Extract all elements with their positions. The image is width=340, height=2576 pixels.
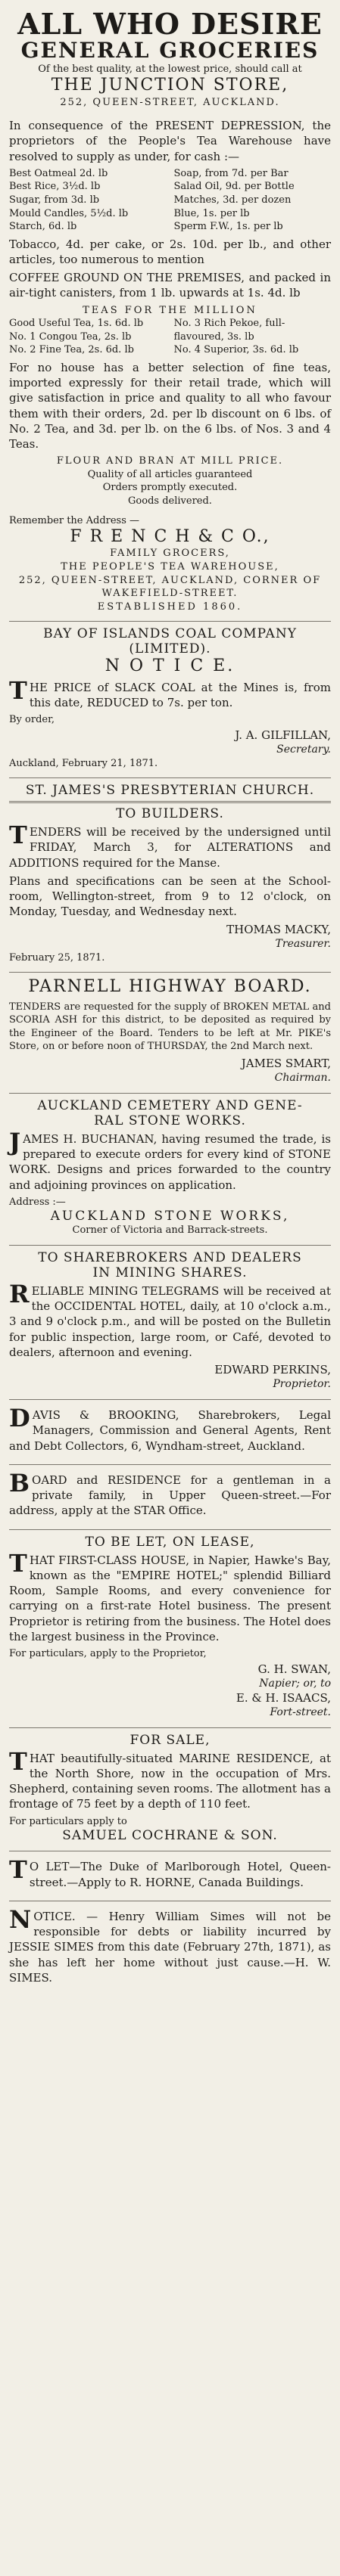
address-name: AUCKLAND STONE WORKS,	[50, 1209, 290, 1224]
list-item: Best Rice, 3½d. lb	[9, 181, 101, 193]
advert-heading: RAL STONE WORKS.	[94, 1113, 246, 1128]
list-item: Soap, from 7d. per Bar	[173, 167, 289, 179]
list-item: Good Useful Tea, 1s. 6d. lb	[9, 318, 144, 330]
advert-heading: IN MINING SHARES.	[92, 1265, 248, 1280]
paragraph: TENDERS will be received by the undersigned until FRIDAY, March 3, for ALTERATIONS and ADDITIONS required for the Manse.	[9, 821, 331, 870]
advert-heading: TO SHAREBROKERS AND DEALERS	[38, 1249, 302, 1265]
price-list-right	[174, 167, 332, 234]
signature: J. A. GILFILLAN,	[235, 728, 331, 742]
mining-advert	[9, 1246, 331, 1400]
paragraph: TO LET—The Duke of Marlborough Hotel, Queen-street.—Apply to R. HORNE, Canada Buildings.	[9, 1855, 331, 1889]
paragraph: THAT beautifully-situated MARINE RESIDENCE, at the North Shore, now in the occupation of Mrs. Shepherd, containing seven rooms. The allotment has a frontage of 75 feet by a depth of 110 feet.	[9, 1746, 331, 1811]
grocer-advert	[9, 5, 331, 622]
quality-line: Quality of all articles guaranteed	[87, 468, 253, 480]
tea-list	[9, 317, 331, 357]
by-order: By order,	[9, 714, 55, 726]
sale-advert	[9, 1728, 331, 1852]
cemetery-advert	[9, 1094, 331, 1246]
orders-line: Orders promptly executed.	[102, 482, 238, 494]
store-address: 252, QUEEN-STREET, AUCKLAND.	[60, 96, 280, 108]
list-item: Sperm F.W., 1s. per lb	[173, 221, 283, 233]
advert-heading: (LIMITED).	[129, 641, 211, 657]
tea-list-right	[174, 317, 332, 357]
firm-subtitle: FAMILY GROCERS,	[110, 548, 230, 560]
signature-location: Fort-street.	[270, 1705, 331, 1718]
list-item: No. 4 Superior, 3s. 6d. lb	[173, 344, 299, 356]
teas-heading: TEAS FOR THE MILLION	[83, 304, 257, 316]
advert-heading: PARNELL HIGHWAY BOARD.	[28, 977, 312, 997]
signature: EDWARD PERKINS,	[214, 1363, 331, 1377]
price-list-left	[9, 167, 167, 234]
store-name: THE JUNCTION STORE,	[51, 76, 289, 95]
signature-role: Treasurer.	[275, 937, 331, 950]
advert-heading: AUCKLAND CEMETERY AND GENE-	[37, 1097, 303, 1113]
list-item: Starch, 6d. lb	[9, 221, 77, 233]
tea-list-left	[9, 317, 167, 357]
list-item: Matches, 3d. per dozen	[173, 194, 292, 206]
simes-advert	[9, 1901, 331, 1996]
paragraph: JAMES H. BUCHANAN, having resumed the trade, is prepared to execute orders for every kind of STONE WORK. Designs and prices forwarded to the country and adjoining provinces on application.	[9, 1127, 331, 1192]
established-line: ESTABLISHED 1860.	[97, 601, 243, 613]
signature-role: Chairman.	[274, 1071, 331, 1084]
paragraph: BOARD and RESIDENCE for a gentleman in a private family, in Upper Queen-street.—For address, apply at the STAR Office.	[9, 1468, 331, 1518]
date-line: Auckland, February 21, 1871.	[9, 757, 158, 769]
flour-line: FLOUR AND BRAN AT MILL PRICE.	[56, 455, 284, 467]
apply-line: For particulars, apply to the Proprietor,	[9, 1648, 207, 1660]
paragraph: In consequence of the PRESENT DEPRESSION, the proprietors of the People's Tea Warehouse have resolved to supply as under, for cash :—	[9, 119, 331, 163]
board-advert	[9, 1465, 331, 1530]
paragraph: RELIABLE MINING TELEGRAMS will be received at the OCCIDENTAL HOTEL, daily, at 10 o'clock a.m., 3 and 9 o'clock p.m., and will be posted on the Bulletin for public inspection, large room, or Café, devoted to dealers, afternoon and evening.	[9, 1279, 331, 1359]
paragraph: COFFEE GROUND ON THE PREMISES, and packed in air-tight canisters, from 1 lb. upwards at 1s. 4d. lb	[9, 271, 331, 300]
tolet-advert	[9, 1851, 331, 1901]
paragraph: THAT FIRST-CLASS HOUSE, in Napier, Hawke's Bay, known as the "EMPIRE HOTEL;" splendid Billiard Room, Sample Rooms, and every convenience for carrying on a first-rate Hotel business. The present Proprietor is retiring from the business. The Hotel does the largest business in the Province.	[9, 1548, 331, 1643]
advert-heading: BAY OF ISLANDS COAL COMPANY	[43, 626, 297, 642]
davis-advert	[9, 1400, 331, 1465]
paragraph: Tobacco, 4d. per cake, or 2s. 10d. per lb., and other articles, too numerous to mention	[9, 237, 331, 266]
firm-address-2: WAKEFIELD-STREET.	[101, 588, 239, 600]
lease-advert	[9, 1530, 331, 1728]
list-item: Mould Candles, 5½d. lb	[9, 207, 129, 219]
address-label: Address :—	[9, 1196, 66, 1208]
headline: ALL WHO DESIRE	[17, 7, 323, 41]
list-item: No. 3 Rich Pekoe, full-flavoured, 3s. lb	[173, 318, 285, 343]
signature-location: Napier; or, to	[259, 1677, 331, 1690]
price-list	[9, 167, 331, 234]
list-item: Salad Oil, 9d. per Bottle	[173, 181, 295, 193]
signature: SAMUEL COCHRANE & SON.	[62, 1828, 278, 1844]
paragraph: DAVIS & BROOKING, Sharebrokers, Legal Managers, Commission and General Agents, Rent and Debt Collectors, 6, Wyndham-street, Auckland.	[9, 1404, 331, 1453]
signature: G. H. SWAN,	[257, 1662, 331, 1676]
remember-line: Remember the Address —	[9, 514, 140, 526]
advert-heading: FOR SALE,	[129, 1732, 211, 1748]
paragraph: For no house has a better selection of fine teas, imported expressly for their retail trade, which will give satisfaction in price and quality to all who favour them with their orders, 2d. per lb discount on 6 lbs. of No. 2 Tea, and 3d. per lb. on the 6 lbs. of Nos. 3 and 4 Teas.	[9, 360, 331, 452]
firm-name: F R E N C H & C O.,	[70, 527, 270, 547]
advert-heading: ST. JAMES'S PRESBYTERIAN CHURCH.	[25, 783, 315, 799]
apply-line: For particulars apply to	[9, 1815, 127, 1827]
signature-role: Proprietor.	[273, 1378, 331, 1391]
paragraph: THE PRICE of SLACK COAL at the Mines is, from this date, REDUCED to 7s. per ton.	[9, 675, 331, 709]
list-item: Best Oatmeal 2d. lb	[9, 167, 108, 179]
advert-heading: TO BE LET, ON LEASE,	[85, 1534, 255, 1550]
signature-role: Secretary.	[276, 743, 331, 756]
firm-address: 252, QUEEN-STREET, AUCKLAND, CORNER OF	[18, 574, 322, 586]
paragraph: NOTICE. — Henry William Simes will not be responsible for debts or liability incurred by JESSIE SIMES from this date (February 27th, 1871), as she has left her home without just cause.—H. W. SIMES.	[9, 1904, 331, 1985]
paragraph: TENDERS are requested for the supply of BROKEN METAL and SCORIA ASH for this district, to be deposited as required by the Engineer of the Board. Tenders to be left at Mr. PIKE's Store, on or before noon of THURSDAY, the 2nd March next.	[9, 1001, 331, 1053]
signature: E. & H. ISAACS,	[236, 1690, 331, 1705]
parnell-advert	[9, 973, 331, 1094]
church-advert	[9, 778, 331, 973]
firm-warehouse: THE PEOPLE'S TEA WAREHOUSE,	[61, 561, 279, 573]
coal-advert	[9, 622, 331, 778]
delivery-line: Goods delivered.	[128, 495, 212, 507]
subheading: GENERAL GROCERIES	[20, 37, 320, 63]
intro-text: Of the best quality, at the lowest price, should call at	[38, 63, 302, 75]
signature: JAMES SMART,	[241, 1056, 331, 1070]
date-line: February 25, 1871.	[9, 951, 105, 964]
address-line: Corner of Victoria and Barrack-streets.	[72, 1224, 268, 1237]
list-item: No. 1 Congou Tea, 2s. lb	[9, 331, 132, 343]
list-item: No. 2 Fine Tea, 2s. 6d. lb	[9, 344, 134, 356]
signature: THOMAS MACKY,	[226, 922, 331, 936]
paragraph: Plans and specifications can be seen at the School-room, Wellington-street, from 9 to 12 o'clock, on Monday, Tuesday, and Wednesday next.	[9, 874, 331, 919]
list-item: Blue, 1s. per lb	[173, 207, 250, 219]
notice-heading: N O T I C E.	[104, 656, 236, 676]
list-item: Sugar, from 3d. lb	[9, 194, 100, 206]
advert-subheading: TO BUILDERS.	[116, 806, 224, 822]
